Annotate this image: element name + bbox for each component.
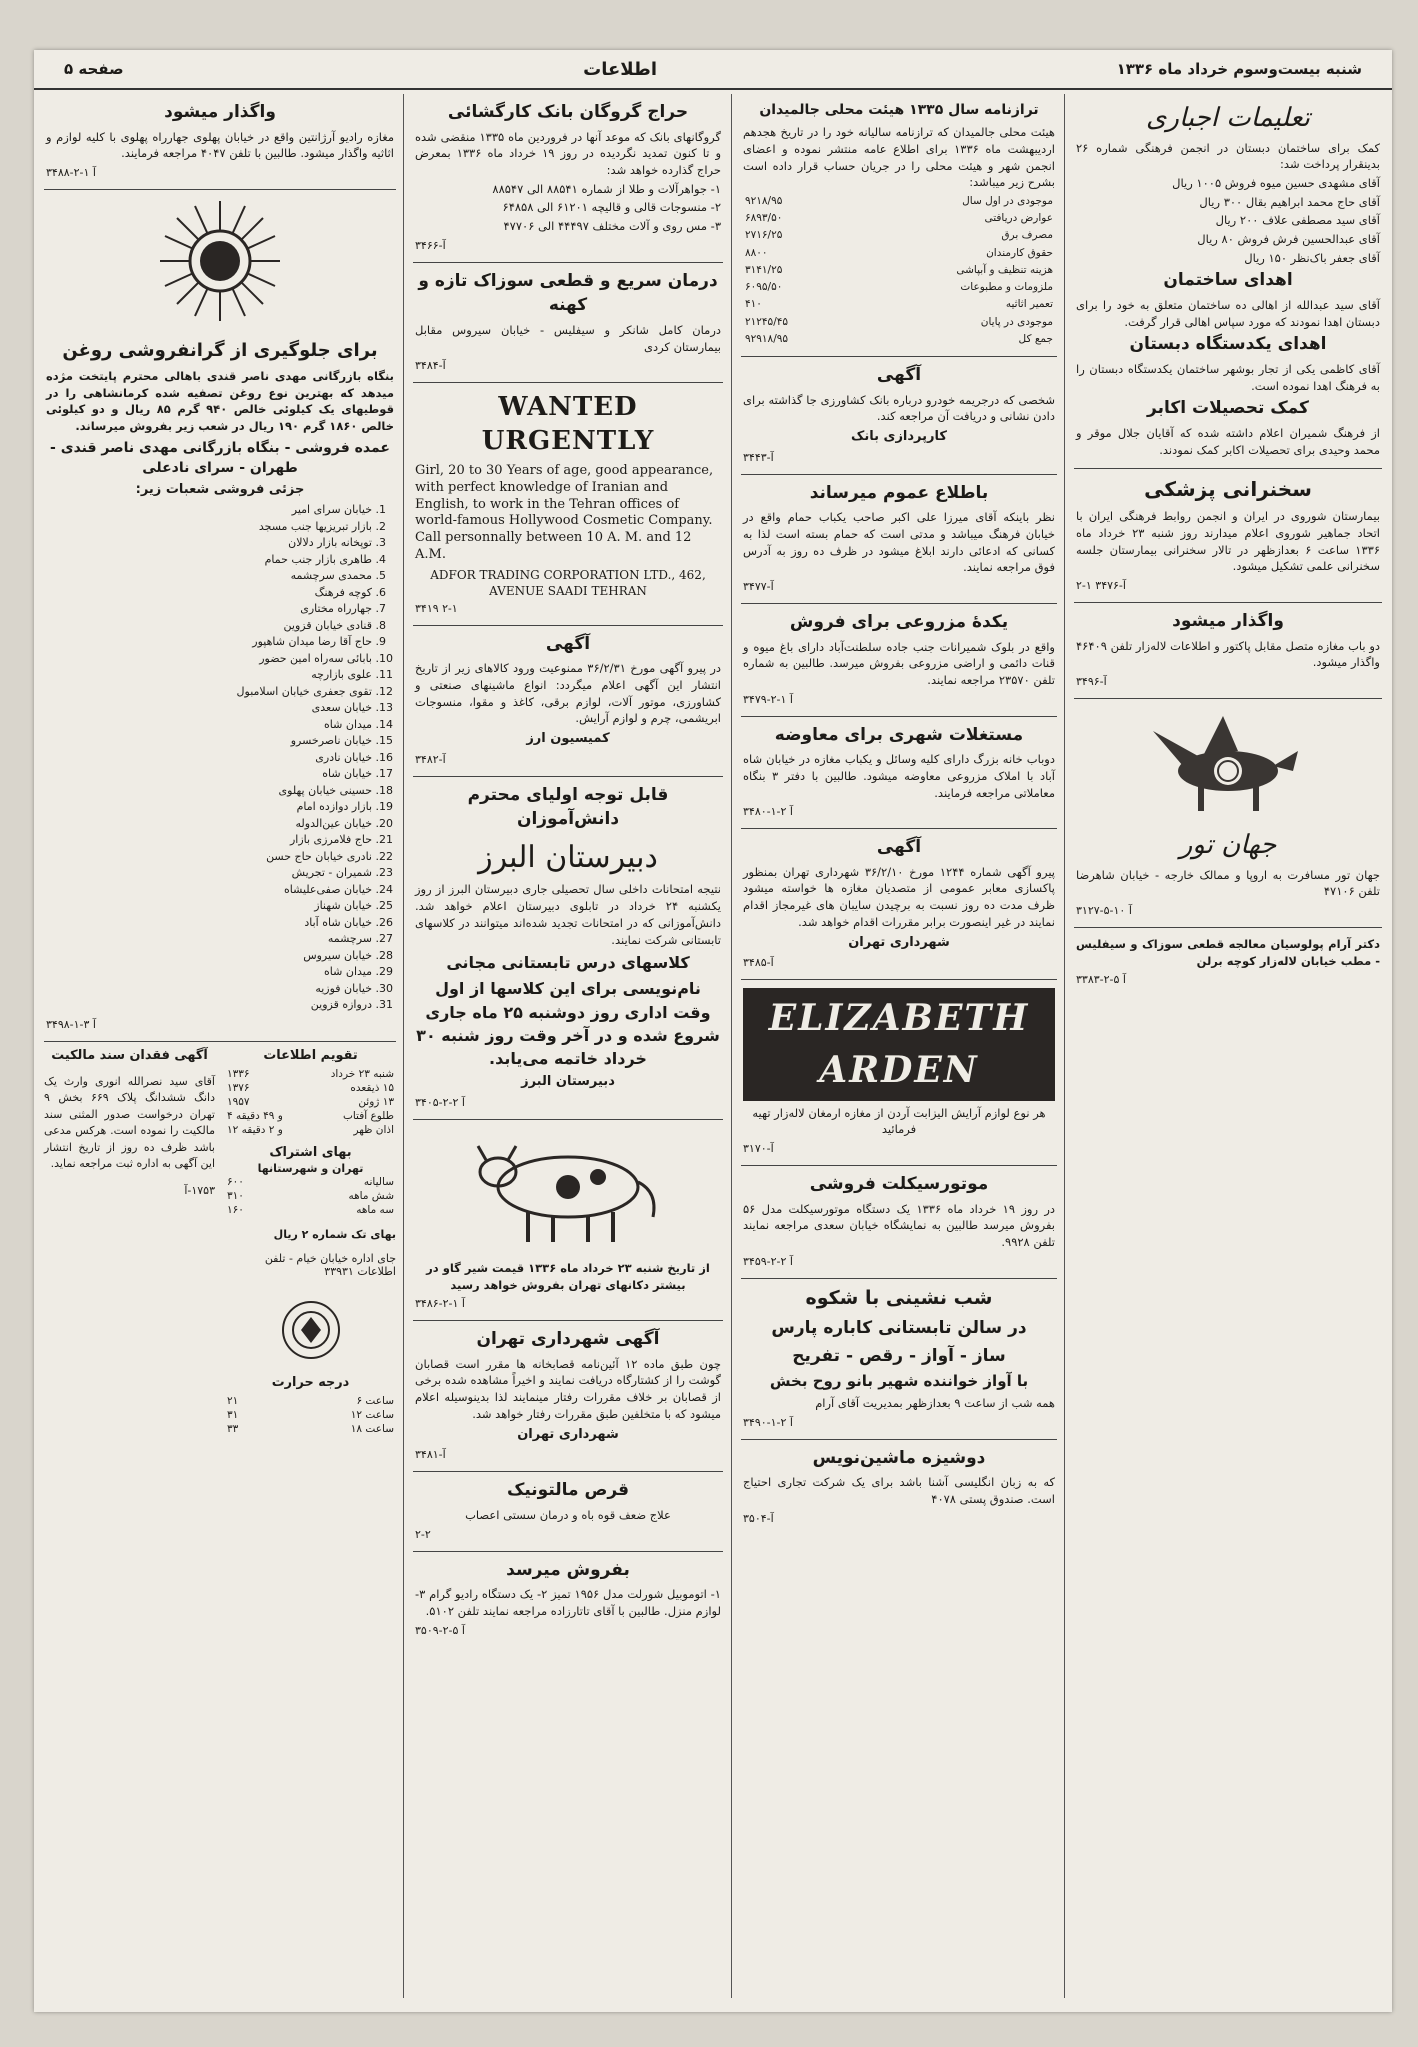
table-row: سه ماهه ۱۶۰ [227,1203,394,1216]
typist-wanted-ad [741,1440,1057,1535]
pill-ad [413,1472,723,1551]
list-item: 5. محمدی سرچشمه [46,568,372,585]
calendar-title: تقویم اطلاعات [263,1047,358,1063]
ad-code: ۳۵۰۹-آ ۵-۲ [415,1623,465,1637]
ad-title: موتورسیکلت فروشی [809,1173,989,1194]
paper-name: اطلاعات [583,58,658,80]
milk-ad [413,1120,723,1321]
ad-title: قرص مالتونیک [506,1480,630,1501]
ad-body: چون طبق ماده ۱۲ آئین‌نامه قصابخانه ها مقرر است قصابان گوشت را از کشتارگاه دریافت نمایند و اخیراً مشاهده شده برخی از قصابان بر خلاف مقررات رفتار مینمایند لذا بدینوسیله اعلام میشود که با متخلفین طبق مقررات رفتار خواهد شد. [415,1356,721,1421]
bottom-split [44,1042,396,1436]
donor-item: آقای سید مصطفی علاف ۲۰۰ ریال [1215,213,1380,228]
ad-body: بنگاه بازرگانی مهدی ناصر قندی باهالی محترم پایتخت مژده میدهد که بهترین نوع روغن تصفیه شده کرمانشاهی را در قوطیهای یک کیلوئی خالص ۹۴۰ گرم ۸۵ ریال و دو کیلوئی خالص ۱۸۶۰ گرم ۱۹۰ ریال در شعب زیر بفروش میرساند. [46,369,394,434]
ad-sign: کارپردازی بانک [851,428,947,444]
list-item: 20. خیابان عین‌الدوله [46,816,372,833]
list-item: 3. توپخانه بازار دلالان [46,535,372,552]
ad-title: شب نشینی با شکوه [805,1286,993,1309]
issue-date: شنبه بیست‌وسوم خرداد ماه ۱۳۳۶ [1116,60,1362,78]
section-header: تعلیمات اجباری [1146,103,1310,133]
ad-sign: کمیسیون ارز [526,730,610,746]
municipality-ad [413,1321,723,1472]
ad-code: ۲-۲ [415,1527,431,1541]
gift-text: آقای سید عبدالله از اهالی ده ساختمان متعلق به خود را برای دبستان اهدا نمودند که مورد سپاس اهالی قرار گرفت. [1076,298,1380,329]
medical-lecture-ad [1074,469,1382,603]
list-item: 11. علوی بازارچه [46,667,372,684]
list-item: 9. حاج آقا رضا میدان شاهپور [46,634,372,651]
ad-code: ۳۴۹۶-آ [1076,674,1107,688]
ad-code: ۳۴۵۹-آ ۲-۲ [743,1254,793,1268]
bath-notice [741,475,1057,604]
shop-transfer-ad [1074,603,1382,699]
ad-body: شخصی که درجریمه خودرو درباره بانک کشاورزی جا گذاشته برای دادن نشانی و دریافت آن مراجعه کند. [743,392,1055,424]
ad-code: ۳۴۱۹ ۲-۱ [415,602,458,616]
list-item: 19. بازار دوازده امام [46,799,372,816]
list-item: 10. بابائی سه‌راه امین حضور [46,651,372,668]
ad-code: ۳۴۸۲-آ [415,752,446,766]
ad-sign: شهرداری تهران [517,1426,619,1442]
ad-code: ۱۷۵۳-آ [184,1183,215,1197]
info-column [225,1042,396,1436]
table-row: جمع کل ۹۲۹۱۸/۹۵ [745,332,1053,345]
donor-item: آقای جعفر باک‌نظر ۱۵۰ ریال [1244,250,1380,265]
list-item: 14. میدان شاه [46,717,372,734]
gift-title: اهدای ساختمان [1163,270,1293,291]
list-item: 30. خیابان فوزیه [46,981,372,998]
ad-title: درمان سریع و قطعی سوزاک تازه و کهنه [418,270,718,316]
ad-code: ۳۴۷۹-آ ۱-۲ [743,692,793,706]
agency-logo: جهان تور [1179,829,1277,860]
ad-code: ۳۴۸۸-آ ۱-۲ [46,165,96,179]
ad-code: ۳۴۴۳-آ [743,450,774,464]
list-item: 21. حاج فلامرزی بازار [46,832,372,849]
list-item: 16. خیابان نادری [46,750,372,767]
table-row: مصرف برق ۲۷۱۶/۲۵ [745,229,1053,242]
ad-code: ۲-۱ ۳۴۷۶-آ [1076,579,1126,593]
ad-title: دوشیزه ماشین‌نویس [812,1447,986,1468]
ad-body: پیرو آگهی شماره ۱۲۴۴ مورخ ۳۶/۲/۱۰ شهرداری تهران بمنظور پاکسازی معابر عمومی از متصدیان مغازه ها خواسته میشود ظرف مدت ده روز نسبت به برچیدن سایبان های غیرمجاز اقدام نمایند در غیر اینصورت برابر مقررات اقدام خواهد شد. [743,864,1055,929]
subscription-table [225,1175,396,1217]
ad-body: نظر باینکه آقای میرزا علی اکبر صاحب یکباب حمام واقع در خیابان فرهنگ میباشد و مدتی است که حمام بسته است لذا به کسانی که ادعائی دارند ابلاغ میشود در ظرف ده روز به آدرس فوق مراجعه نمایند. [743,510,1055,575]
branch-list [46,502,394,1014]
council-balance-sheet [741,94,1057,357]
ad-code: ۳۴۶۶-آ [415,238,446,252]
ad-body: جهان تور مسافرت به اروپا و ممالک خارجه - خیابان شاهرضا تلفن ۴۷۱۰۶ [1076,867,1380,899]
ad-body: همه شب از ساعت ۹ بعدازظهر بمدیریت آقای آرام [815,1396,1055,1411]
list-item: ۳- مس روی و آلات مختلف ۴۴۴۹۷ الی ۴۷۷۰۶ [503,219,721,233]
calendar-table [225,1067,396,1137]
ad-code: ۳۳۸۳-آ ۵-۲ [1076,973,1126,987]
list-item: 17. خیابان شاه [46,766,372,783]
masthead [34,50,1392,90]
wanted-urgently-ad [413,383,723,625]
ad-title: برای جلوگیری از گرانفروشی روغن [62,339,378,361]
temperature-title: درجه حرارت [271,1374,350,1390]
list-item: 6. کوچه فرهنگ [46,585,372,602]
list-item: 18. حسینی خیابان پهلوی [46,783,372,800]
sun-emblem-icon [44,190,396,332]
temperature-table [225,1394,396,1436]
ad-sign: دبیرستان البرز [521,1074,615,1090]
table-row: هزینه تنظیف و آبپاشی ۳۱۴۱/۲۵ [745,263,1053,276]
list-item: 27. سرچشمه [46,931,372,948]
table-row: ساعت ۱۸ ۳۳ [227,1422,394,1435]
column-2 [735,94,1063,1998]
table-row: شنبه ۲۳ خرداد ۱۳۳۶ [227,1067,394,1080]
property-swap-ad [741,717,1057,830]
stamp-emblem-icon [225,1289,396,1371]
list-item: 24. خیابان صفی‌علیشاه [46,882,372,899]
column-rule [731,94,732,1998]
ad-body: ۱- اتوموبیل شورلت مدل ۱۹۵۶ تمیز ۲- یک دستگاه رادیو گرام ۳- لوازم منزل. طالبین با آقای تاتارزاده مراجعه نمایند تلفن ۵۱۰۲. [415,1587,721,1618]
balance-table [743,193,1055,348]
ad-body: هیئت محلی جالمیدان که ترازنامه سالیانه خود را در تاریخ هجدهم اردیبهشت ماه ۱۳۳۶ برای اطلاع عامه منتشر نموده و اعضای انجمن شهر و هیئت محلی را در جریان حساب قرار داده است بشرح زیر میباشد: [743,125,1055,190]
school-name: دبیرستان البرز [478,839,658,875]
ad-title: مستغلات شهری برای معاوضه [774,724,1024,745]
ad-body: دوباب خانه بزرگ دارای کلیه وسائل و یکباب مغازه در خیابان شاه آباد با املاک مزروعی معاوضه میشود. طالبین با دفتر ۳ بنگاه معاملاتی مراجعه فرمایند. [743,752,1055,800]
cow-illustration-icon [415,1126,721,1258]
list-item: 15. خیابان ناصرخسرو [46,733,372,750]
edu-text: از فرهنگ شمیران اعلام داشته شده که آقایان جلال موقر و محمد وحیدی برای تحصیلات اکابر کمک نمودند. [1076,426,1380,457]
radio-shop-ad [44,94,396,190]
table-row: ساعت ۱۲ ۳۱ [227,1408,394,1421]
help-title: اهدای یکدستگاه دبستان [1129,334,1327,355]
list-item: 26. خیابان شاه آباد [46,915,372,932]
table-row: تعمیر اثاثیه ۴۱۰ [745,298,1053,311]
table-row: شش ماهه ۳۱۰ [227,1189,394,1202]
ad-code: ۳۴۷۷-آ [743,580,774,594]
list-item: 1. خیابان سرای امیر [46,502,372,519]
ad-title: باطلاع عموم میرساند [809,482,989,503]
deed-column [44,1042,215,1436]
column-1 [1068,94,1388,1998]
list-item: 13. خیابان سعدی [46,700,372,717]
ad-body: Girl, 20 to 30 Years of age, good appearance, with perfect knowledge of Iranian and English, to work in the Tehran offices of world-famous Hollywood Cosmetic Company. Call personnally between 10 A. M. and 12 A.M. [415,462,714,563]
ad-title: سخنرانی پزشکی [1144,477,1312,502]
ad-body: درمان کامل شانکر و سیفلیس - خیابان سیروس مقابل بیمارستان کردی [415,322,721,354]
ad-title: بفروش میرسد [506,1559,630,1580]
ad-code: ۳۱۲۷-آ ۱۰-۵ [1076,903,1132,917]
list-item: 29. میدان شاه [46,964,372,981]
doctor-ad [1074,928,1382,996]
list-item: 7. جهارراه مختاری [46,601,372,618]
cabaret-ad [741,1279,1057,1440]
office-address: جای اداره خیابان خیام - تلفن اطلاعات ۳۳۹۳۱ [264,1251,396,1278]
pawn-auction-ad [413,94,723,263]
education-news [1074,94,1382,469]
list-item: 4. طاهری بازار جنب حمام [46,552,372,569]
municipal-notice [741,829,1057,980]
ad-code: ۳۴۸۴-آ [415,359,446,373]
ad-body: دکتر آرام پولوسیان معالجه قطعی سوزاک و سیفلیس - مطب خیابان لاله‌زار کوچه برلن [1076,936,1380,968]
list-item: ۱- جواهرآلات و طلا از شماره ۸۸۵۴۱ الی ۸۸۵۴۷ [492,181,721,196]
list-item: 25. خیابان شهناز [46,898,372,915]
motorbike-ad [741,1166,1057,1279]
ad-title: قابل توجه اولیای محترم دانش‌آموزان [467,784,669,830]
ad-sign: شهرداری تهران [848,934,950,950]
travel-agency-ad [1074,699,1382,928]
ad-body: در پیرو آگهی مورخ ۳۶/۲/۳۱ ممنوعیت ورود کالاهای زیر از تاریخ انتشار این آگهی اعلام میگردد: انواع ماشینهای صنعتی و کشاورزی، موتور آلات، لوازم برقی، کاغذ و مقوا، منسوجات ابریشمی، چرم و لوازم آرایش. [415,661,722,726]
ad-code: ۳۴۸۰-آ ۲-۱ [743,805,793,819]
ad-body: نتیجه امتحانات داخلی سال تحصیلی جاری دبیرستان البرز از روز یکشنبه ۲۴ خرداد در تابلوی دبیرستان اعلام خواهد شد. دانش‌آموزانی که در امتحانات تجدید شده‌اند میتوانند در کلاسهای تابستانی شرکت نمایند. [415,882,721,947]
ad-code: ۳۵۰۴-آ [743,1511,774,1525]
newspaper-page [34,50,1392,2012]
list-item: 8. قنادی خیابان قزوین [46,618,372,635]
help-text: آقای کاظمی یکی از تجار بوشهر ساختمان یکدستگاه دبستان را به فرهنگ اهدا نموده است. [1076,362,1380,393]
table-row: عوارض دریافتی ۶۸۹۳/۵۰ [745,212,1053,225]
ad-code: ۳۴۰۵-آ ۲-۲ [415,1095,465,1109]
subscription-title: بهای اشتراک [269,1144,352,1160]
ad-title: WANTED URGENTLY [481,392,655,456]
page-number: صفحه ۵ [64,60,124,78]
list-item: 23. شمیران - تجریش [46,865,372,882]
import-notice [413,626,723,777]
ad-body: در روز ۱۹ خرداد ماه ۱۳۳۶ یک دستگاه موتورسیکلت مدل ۵۶ بفروش میرسد طالبین به نمایشگاه خیابان سعدی مراجعه نمایند تلفن ۹۹۲۸. [743,1201,1055,1249]
estate-sale-ad [741,604,1057,717]
table-row: طلوع آفتاب ۴ و ۴۹ دقیقه [227,1109,394,1122]
ad-title: آگهی [545,633,591,654]
edu-title: کمک تحصیلات اکابر [1147,398,1309,419]
table-row: ۱۳ ژوئن ۱۹۵۷ [227,1095,394,1108]
ad-body: که به زبان انگلیسی آشنا باشد برای یک شرکت تجاری احتیاج است. صندوق پستی ۴۰۷۸ [743,1475,1055,1507]
ad-code: ۳۴۸۶-آ ۱-۲ [415,1297,465,1311]
donor-item: آقای مشهدی حسین میوه فروش ۱۰۰۵ ریال [1172,176,1380,191]
column-rule [1064,94,1065,1998]
table-row: ساعت ۶ ۲۱ [227,1394,394,1407]
table-row: موجودی در پایان ۲۱۲۴۵/۴۵ [745,315,1053,328]
donor-item: آقای عبدالحسین فرش فروش ۸۰ ریال [1197,232,1380,247]
table-row: حقوق کارمندان ۸۸۰۰ [745,246,1053,259]
ad-firm: عمده فروشی - بنگاه بازرگانی مهدی ناصر قندی - طهران - سرای نادعلی [50,439,390,476]
ad-title: حراج گروگان بانک کارگشائی [447,102,689,122]
subscription-subtitle: تهران و شهرستانها [257,1161,364,1175]
ad-title: یکدهٔ مزروعی برای فروش [789,611,1009,632]
list-item: 2. بازار تبریزیها جنب مسجد [46,519,372,536]
ad-star: با آواز خواننده شهیر بانو روح بخش [769,1372,1029,1391]
elizabeth-arden-ad [741,980,1057,1166]
ad-code: ۳۴۸۵-آ [743,956,774,970]
ad-body: گروگانهای بانک که موعد آنها در فروردین ماه ۱۳۳۵ منقضی شده و تا کنون تمدید نگردیده در روز ۱۹ خرداد ماه ۱۳۳۶ بمعرض حراج گذارده خواهد شد: [415,129,722,177]
deed-title: آگهی فقدان سند مالکیت [51,1047,208,1063]
list-item: 22. نادری خیابان حاج حسن [46,849,372,866]
ad-body: بیمارستان شوروی در ایران و انجمن روابط فرهنگی ایران با اتحاد جماهیر شوروی اعلام میدارند روز شنبه ۲۳ خرداد ماه ۱۳۳۶ ساعت ۶ بعدازظهر در تالار سخنرانی بیمارستان جلسه سخنرانی علمی تشکیل میشود. [1076,509,1381,574]
ad-code: ۳۴۹۸-آ ۳-۱ [46,1017,96,1031]
brand-banner: ELIZABETH ARDEN [743,988,1055,1100]
donor-item: آقای حاج محمد ابراهیم بقال ۳۰۰ ریال [1199,194,1380,209]
ad-body: از تاریخ شنبه ۲۳ خرداد ماه ۱۳۳۶ قیمت شیر گاو در بیشتر دکانهای تهران بفروش خواهد رسید [426,1260,710,1292]
ad-title: ترازنامه سال ۱۳۳۵ هیئت محلی جالمیدان [759,102,1039,118]
ad-body: مغازه رادیو آرژانتین واقع در خیابان پهلوی جهارراه پهلوی با کلیه لوازم و اثاثیه واگذار میشود. طالبین با تلفن ۴۰۴۷ مراجعه فرمایند. [46,129,394,161]
table-row: سالیانه ۶۰۰ [227,1175,394,1188]
ad-title: آگهی شهرداری تهران [476,1329,660,1350]
registration: نام‌نویسی برای این کلاسها از اول وقت اداری روز دوشنبه ۲۵ ماه جاری شروع شده و در آخر وقت روز شنبه ۳۰ خرداد خاتمه می‌یابد. [416,979,720,1068]
table-row: موجودی در اول سال ۹۲۱۸/۹۵ [745,194,1053,207]
cooking-oil-ad [44,332,396,1042]
list-item: ۲- منسوجات قالی و قالیچه ۶۱۲۰۱ الی ۶۴۸۵۸ [502,200,721,215]
ad-code: ۳۱۷۰-آ [743,1142,774,1155]
ad-body: واقع در بلوک شمیرانات جنب جاده سلطنت‌آباد دارای باغ میوه و قنات دائمی و اراضی مزروعی بفروش میرسد. طالبین به شماره تلفن ۲۳۵۷۰ مراجعه نمایند. [743,639,1055,687]
list-item: 12. تقوی جعفری خیابان اسلامبول [46,684,372,701]
ad-title: آگهی [876,837,922,858]
ad-title: واگذار میشود [164,102,276,122]
ad-code: ۳۴۹۰-آ ۲-۱ [743,1415,793,1429]
car-sale-ad [413,1552,723,1647]
pegasus-logo-icon [1076,705,1380,827]
ad-title: واگذار میشود [1172,610,1284,631]
ad-body: هر نوع لوازم آرایش الیزابت آردن از مغازه ارمغان لاله‌زار تهیه فرمائید [752,1105,1046,1137]
ad-body: علاج ضعف قوه باه و درمان سستی اعصاب [465,1507,671,1522]
column-4 [38,94,402,1998]
school-ad [413,777,723,1120]
clinic-ad [413,263,723,384]
list-item: 31. دروازه قزوین [46,997,372,1014]
single-price: بهای تک شماره ۲ ریال [273,1227,396,1241]
column-rule [403,94,404,1998]
table-row: ملزومات و مطبوعات ۶۰۹۵/۵۰ [745,281,1053,294]
ad-title: آگهی [876,364,922,385]
table-row: اذان ظهر ۱۲ و ۲ دقیقه [227,1123,394,1136]
ad-code: ۳۴۸۱-آ [415,1448,446,1462]
list-item: 28. خیابان سیروس [46,948,372,965]
ad-firm: ADFOR TRADING CORPORATION LTD., 462, AVENUE SAADI TEHRAN [430,568,706,598]
branches-title: جزئی فروشی شعبات زیر: [135,482,305,498]
table-row: ۱۵ ذیقعده ۱۳۷۶ [227,1081,394,1094]
column-3 [407,94,729,1998]
ad-line: ساز - آواز - رقص - تفریح [792,1345,1006,1366]
ad-body: دو باب مغازه متصل مقابل پاکتور و اطلاعات لاله‌زار تلفن ۴۶۴۰۹ واگذار میشود. [1076,638,1380,670]
deed-body: آقای سید نصرالله انوری وارث یک دانگ ششدانگ پلاک ۶۶۹ بخش ۹ تهران درخواست صدور المثنی سند مالکیت را نموده است. هرکس مدعی باشد ظرف ده روز از تاریخ انتشار این آگهی به اداره ثبت مراجعه نماید. [44,1074,215,1171]
donation-intro: کمک برای ساختمان دبستان در انجمن فرهنگی شماره ۲۶ بدینقرار پرداخت شد: [1076,140,1380,172]
ad-subtitle: در سالن تابستانی کاباره پارس [771,1318,1027,1339]
free-classes: کلاسهای درس تابستانی مجانی [446,953,690,973]
bank-notice [741,357,1057,475]
